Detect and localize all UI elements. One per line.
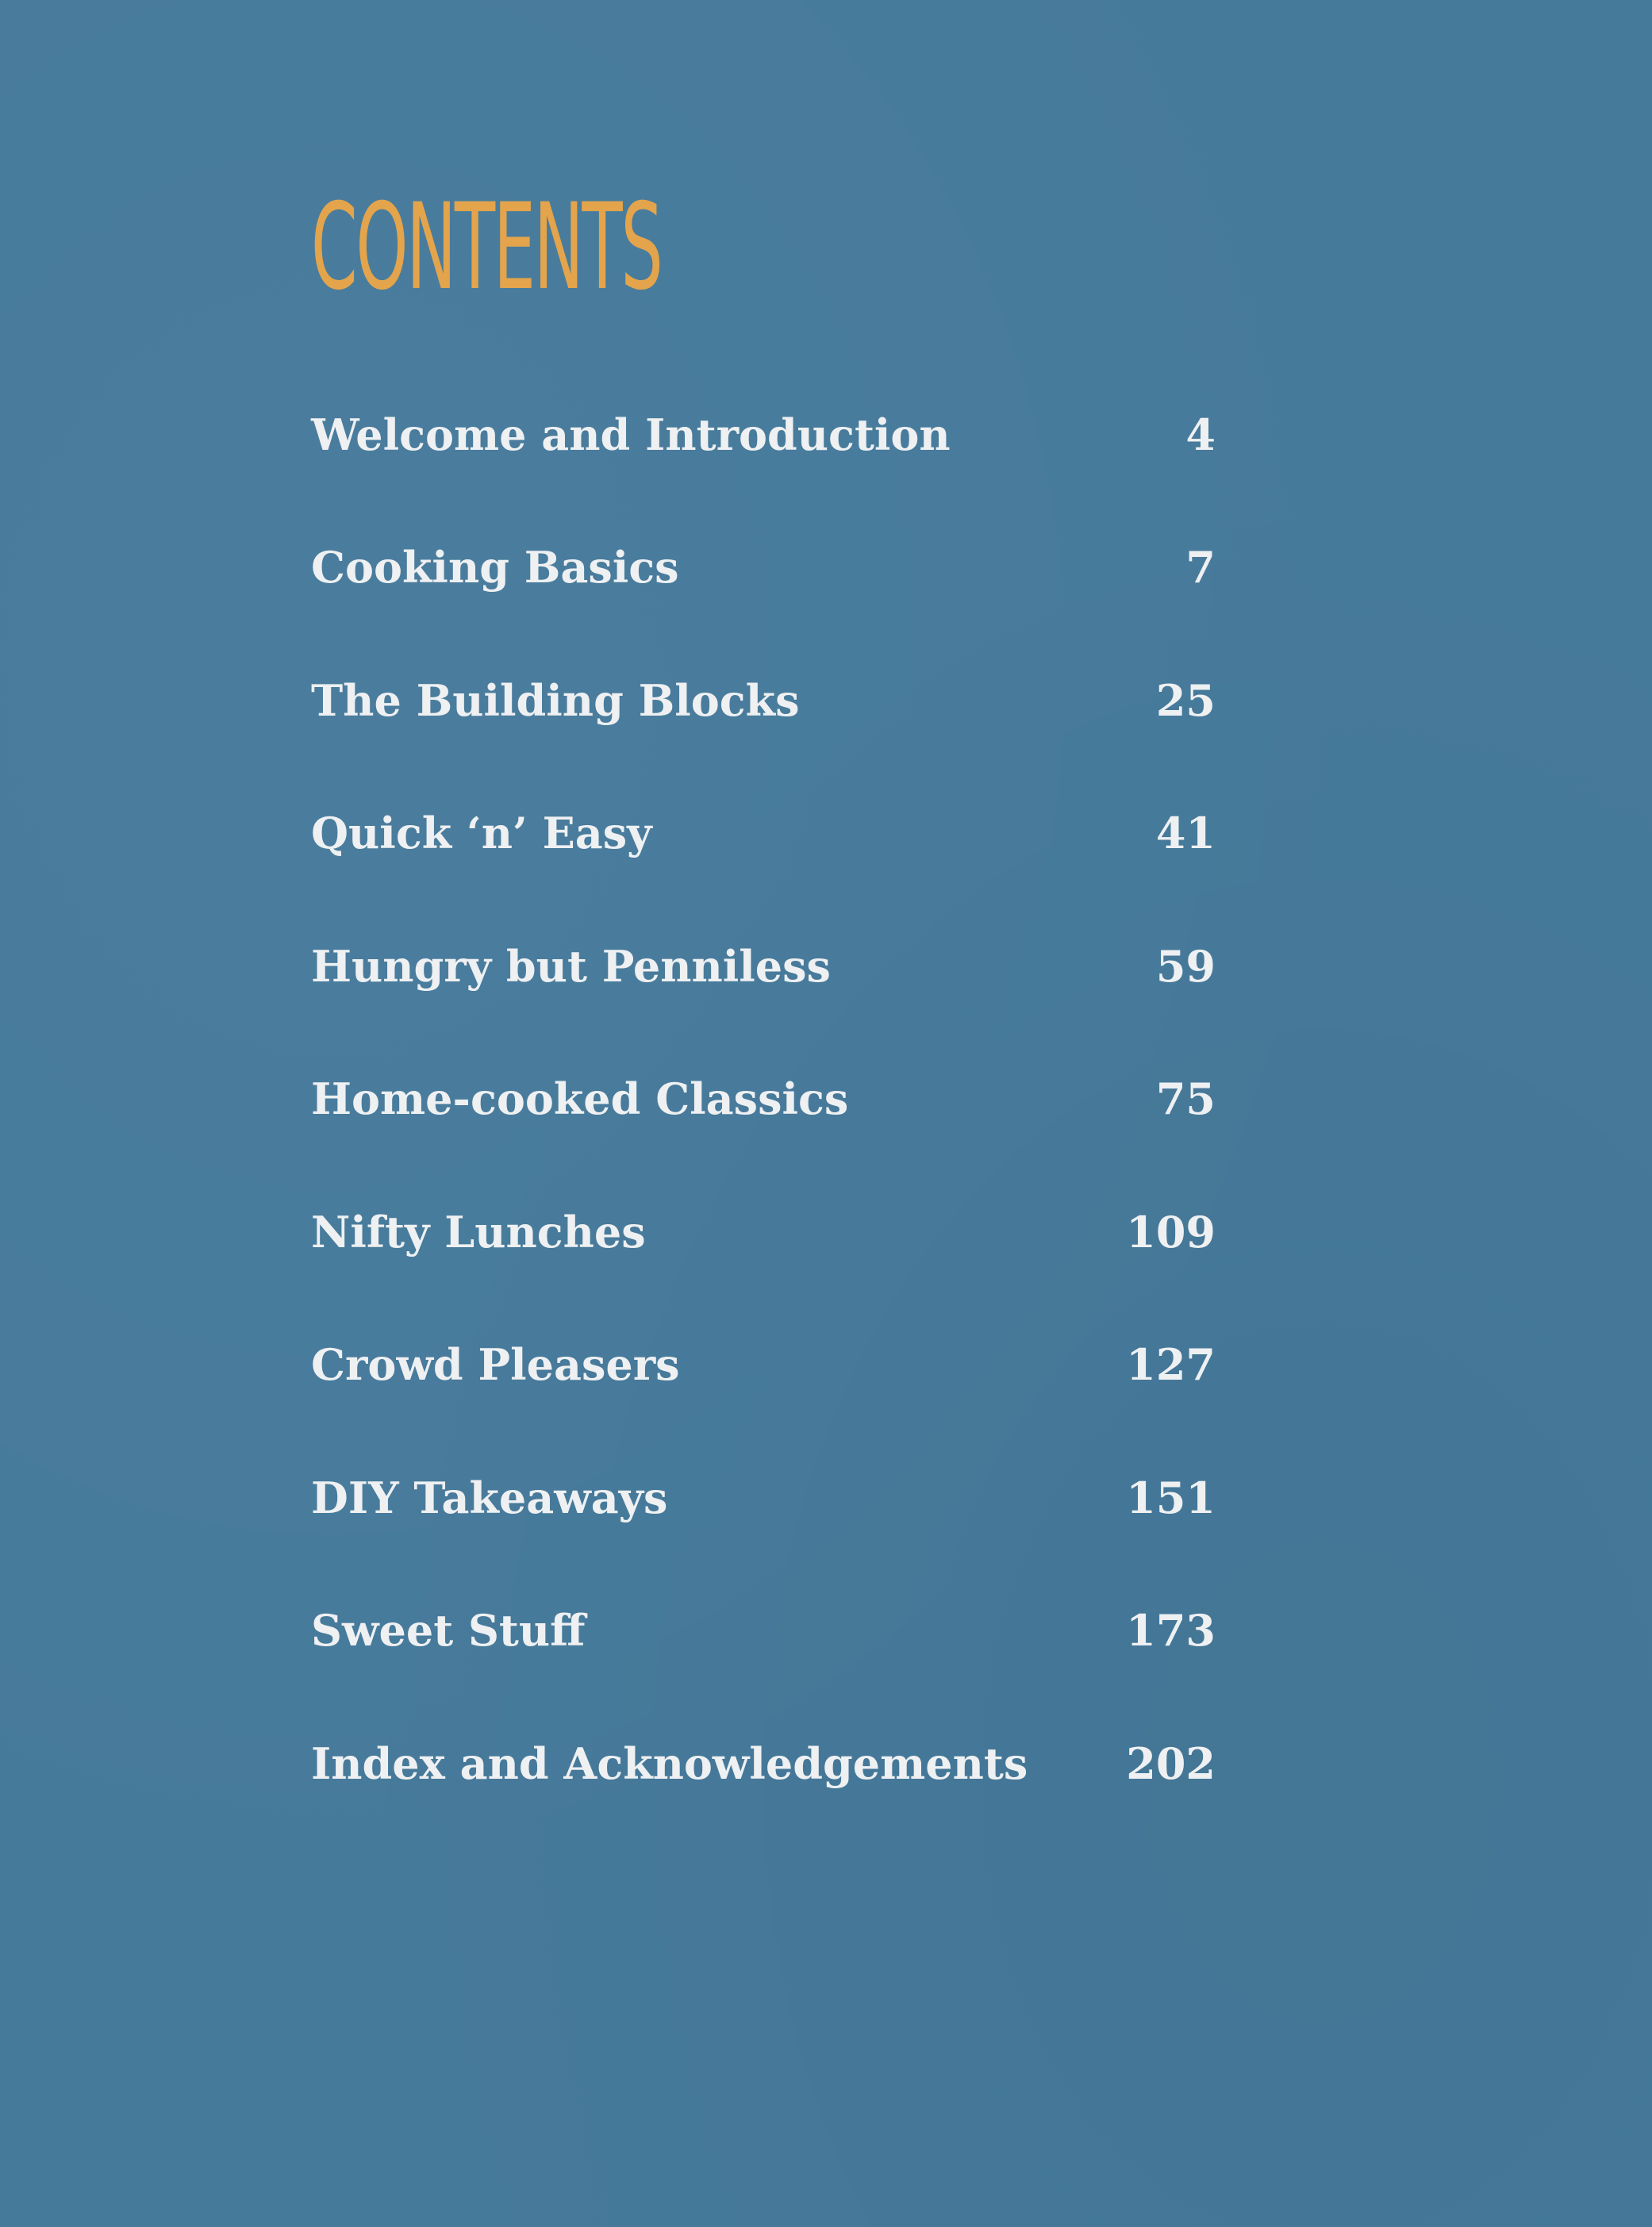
toc-entry-label: Index and Acknowledgements (311, 1737, 1028, 1789)
toc-entry-page-number: 109 (1126, 1206, 1216, 1257)
page-title: CONTENTS (311, 179, 662, 317)
toc-entry[interactable] (311, 634, 1216, 767)
toc-entry-label: Nifty Lunches (311, 1206, 646, 1257)
toc-entry-label: Quick ‘n’ Easy (311, 808, 652, 859)
toc-entry-page-number: 202 (1126, 1737, 1216, 1789)
toc-entry-label: Home-cooked Classics (311, 1073, 849, 1125)
toc-entry-label: DIY Takeaways (311, 1472, 668, 1523)
toc-entry-page-number: 75 (1155, 1073, 1216, 1125)
toc-entry-label: Sweet Stuff (311, 1605, 586, 1657)
toc-entry[interactable] (311, 900, 1216, 1033)
toc-entry-label: Welcome and Introduction (311, 409, 951, 460)
toc-entry[interactable] (311, 1033, 1216, 1166)
toc-entry-label: The Building Blocks (311, 674, 800, 726)
toc-entry[interactable] (311, 1431, 1216, 1565)
toc-entry[interactable] (311, 1565, 1216, 1698)
toc-entry[interactable] (311, 1697, 1216, 1830)
toc-entry[interactable] (311, 1299, 1216, 1432)
toc-entry-label: Cooking Basics (311, 542, 679, 593)
toc-entry-page-number: 151 (1126, 1472, 1216, 1523)
toc-entry-page-number: 173 (1126, 1605, 1216, 1657)
toc-entry[interactable] (311, 1165, 1216, 1299)
toc-entry-page-number: 41 (1155, 808, 1216, 859)
toc-entry-page-number: 7 (1185, 542, 1216, 593)
table-of-contents (311, 368, 1216, 1830)
toc-entry[interactable] (311, 368, 1216, 501)
toc-entry-label: Hungry but Penniless (311, 940, 831, 992)
toc-entry-page-number: 127 (1126, 1339, 1216, 1391)
toc-entry[interactable] (311, 501, 1216, 635)
toc-entry-page-number: 4 (1185, 409, 1216, 460)
toc-entry-label: Crowd Pleasers (311, 1339, 680, 1391)
toc-entry-page-number: 25 (1155, 674, 1216, 726)
toc-entry-page-number: 59 (1155, 940, 1216, 992)
toc-entry[interactable] (311, 767, 1216, 900)
